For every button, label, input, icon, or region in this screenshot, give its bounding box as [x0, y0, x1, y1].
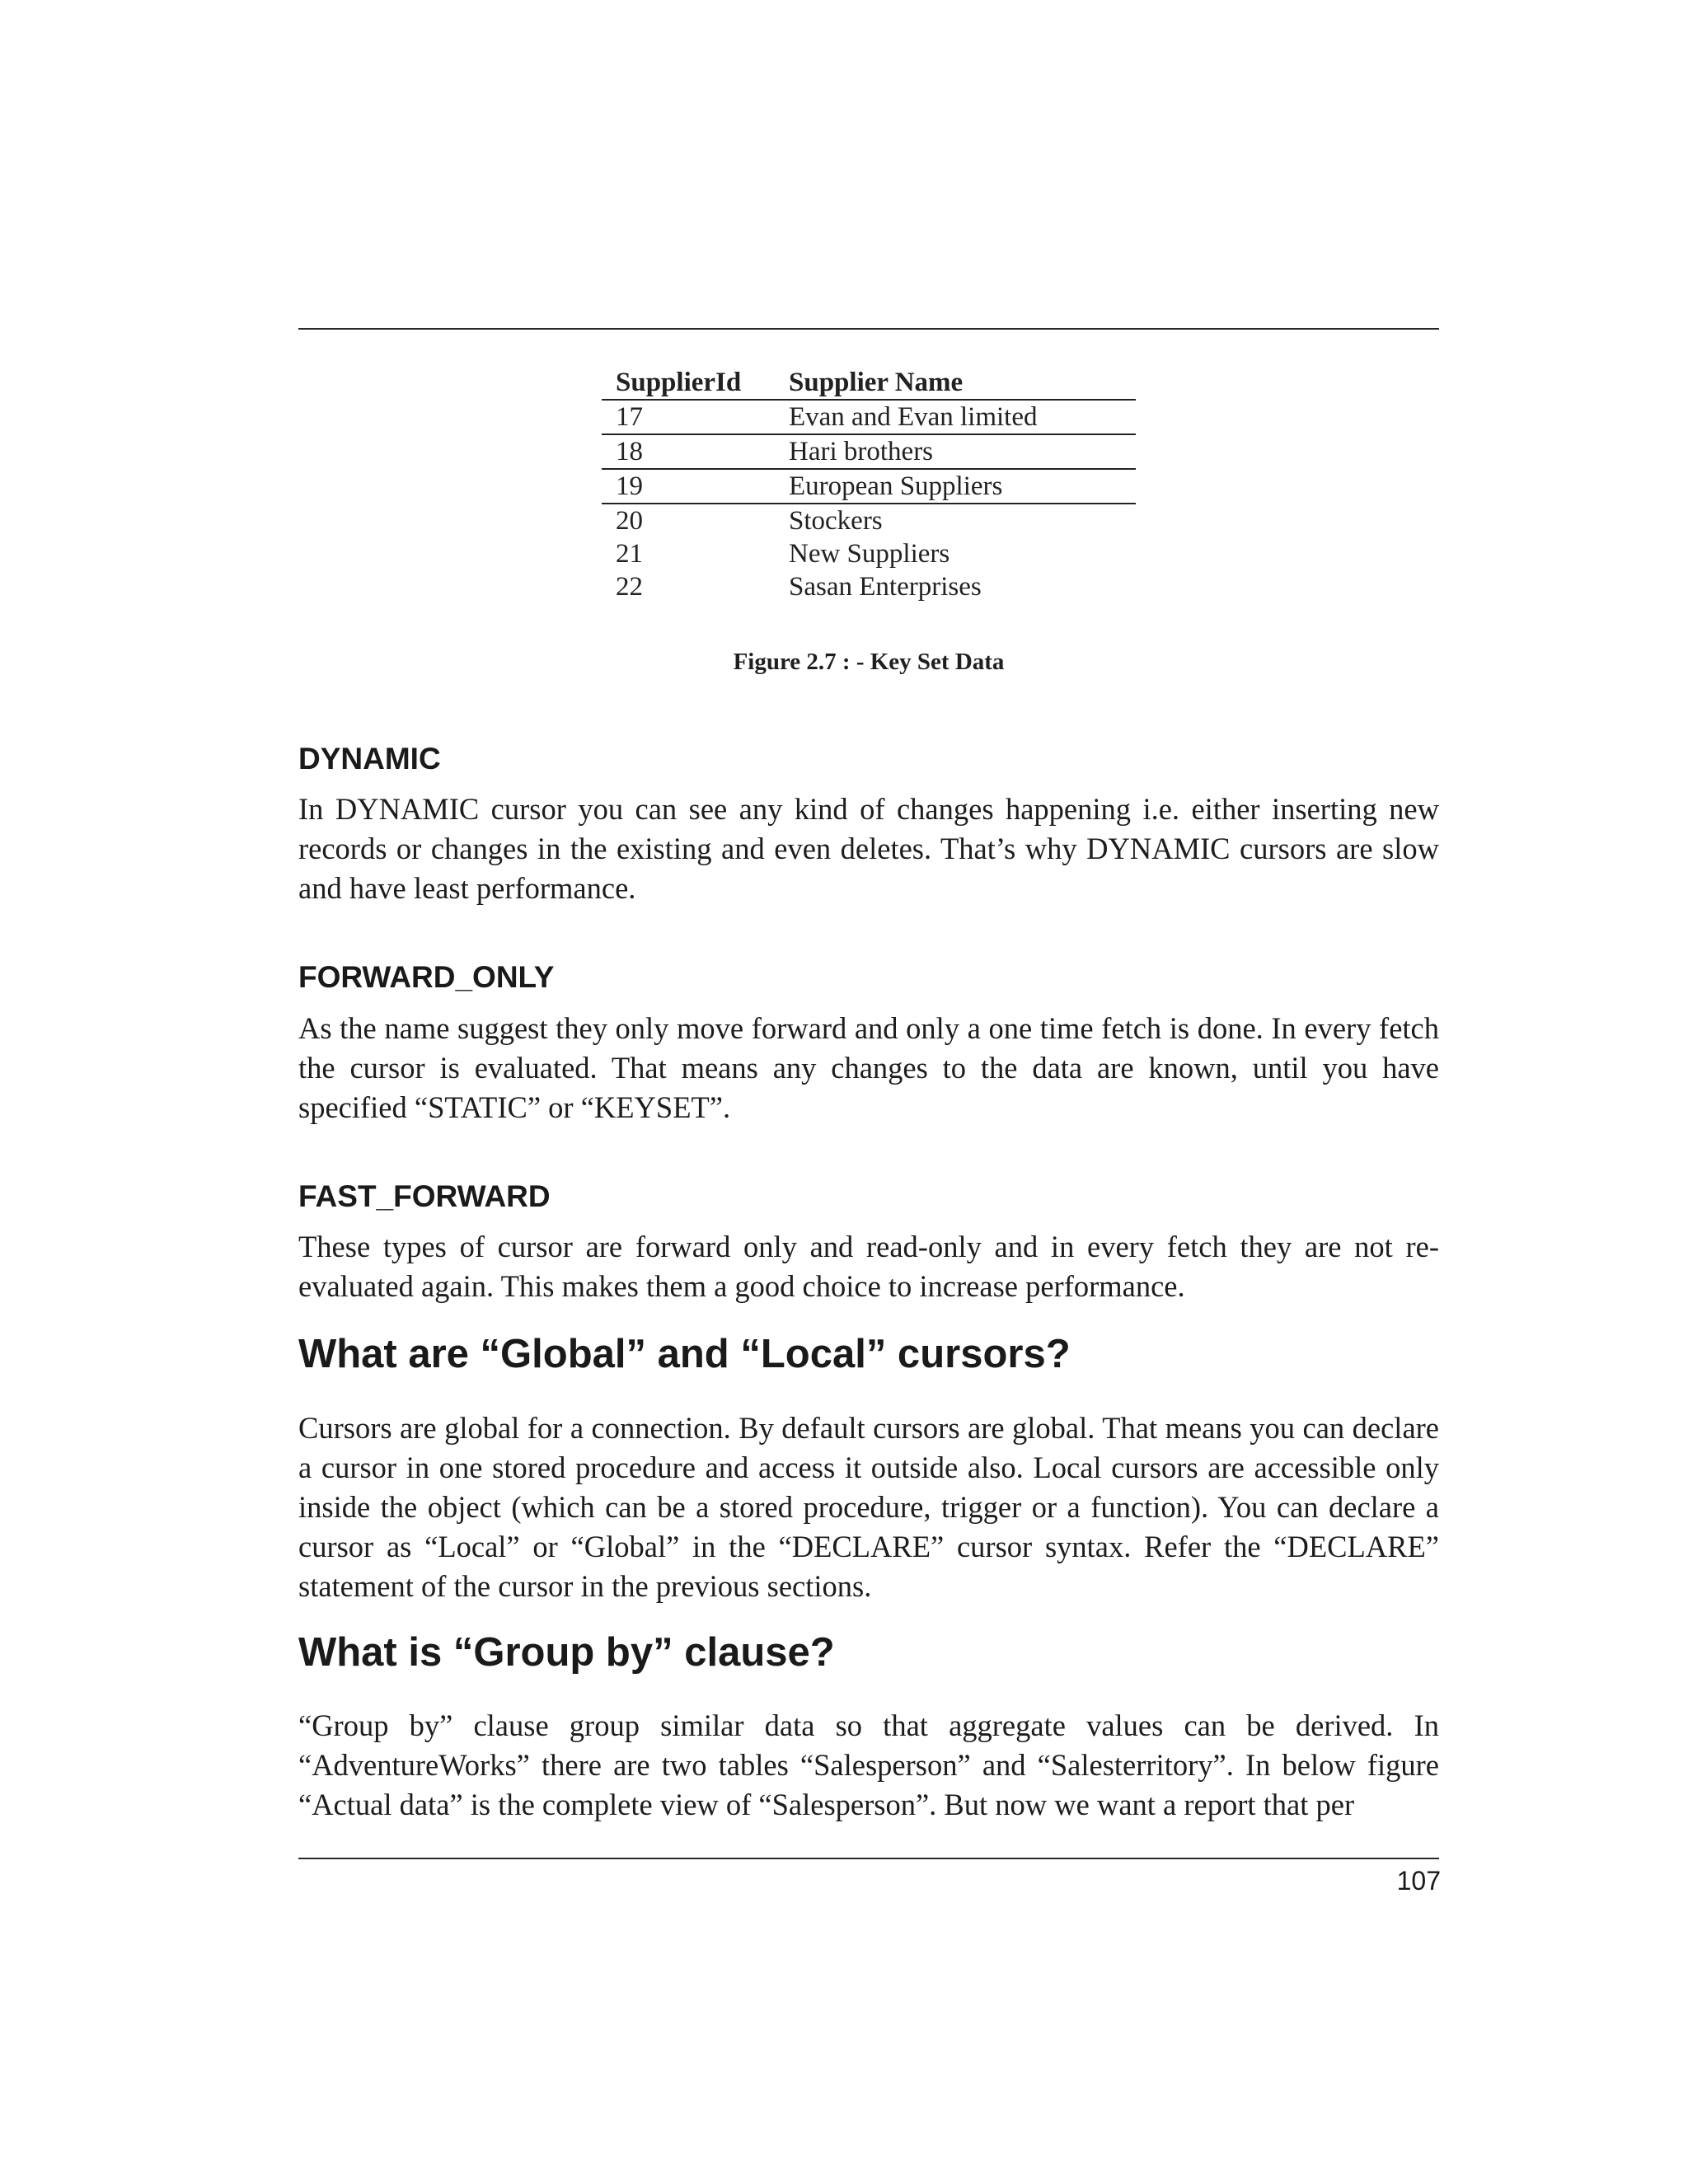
supplier-id-cell: 21: [616, 539, 643, 569]
supplier-name-cell: Hari brothers: [775, 434, 1136, 469]
table-row: [602, 434, 1136, 469]
heading-dynamic: DYNAMIC: [298, 742, 441, 776]
heading-global-local-cursors: What are “Global” and “Local” cursors?: [298, 1332, 1071, 1376]
heading-group-by-clause: What is “Group by” clause?: [298, 1630, 835, 1675]
supplier-name-cell: European Suppliers: [775, 469, 1136, 504]
paragraph-fast-forward: These types of cursor are forward only and read-only and in every fetch they are not re-evaluated again. This makes them a good choice to increase performance.: [298, 1230, 1439, 1303]
table-header-row: [602, 366, 1136, 400]
supplier-id-cell: 20: [616, 506, 643, 536]
supplier-name-cell: Stockers: [789, 506, 883, 536]
table-row: [602, 504, 1136, 537]
page-number: 107: [1396, 1866, 1441, 1896]
table-row: [602, 400, 1136, 434]
supplier-name-cell: Evan and Evan limited: [775, 400, 1136, 434]
paragraph-global-local-cursors: Cursors are global for a connection. By default cursors are global. That means you can declare a cursor in one stored procedure and access it outside also. Local cursors are accessible only inside the object (which can be a stored procedure, trigger or a function). You can declare a cursor as “Local” or “Global” in the “DECLARE” cursor syntax. Refer the “DECLARE” statement of the cursor in the previous sections.: [298, 1411, 1439, 1603]
supplier-id-cell: 17: [602, 400, 775, 434]
paragraph-dynamic: In DYNAMIC cursor you can see any kind of changes happening i.e. either inserting new records or changes in the existing and even deletes. That’s why DYNAMIC cursors are slow and have least performance.: [298, 792, 1439, 905]
supplier-id-cell: 18: [602, 434, 775, 469]
table-row: [602, 537, 1136, 570]
column-header-supplier-id: SupplierId: [602, 366, 775, 400]
supplier-name-cell: New Suppliers: [789, 539, 950, 569]
table-row: [602, 570, 1136, 603]
paragraph-forward-only: As the name suggest they only move forward and only a one time fetch is done. In every fetch the cursor is evaluated. That means any changes to the data are known, until you have specified “STATIC” or “KEYSET”.: [298, 1011, 1439, 1124]
figure-caption: Figure 2.7 : - Key Set Data: [733, 649, 1005, 675]
key-set-data-table: [602, 366, 1136, 603]
supplier-id-cell: 22: [616, 572, 643, 602]
heading-forward-only: FORWARD_ONLY: [298, 960, 555, 994]
supplier-id-cell: 19: [602, 469, 775, 504]
top-rule: [298, 328, 1439, 330]
paragraph-group-by-clause: “Group by” clause group similar data so that aggregate values can be derived. In “AdventureWorks” there are two tables “Salesperson” and “Salesterritory”. In below figure “Actual data” is the complete view of “Salesperson”. But now we want a report that per: [298, 1708, 1439, 1821]
heading-fast-forward: FAST_FORWARD: [298, 1179, 551, 1213]
supplier-name-cell: Sasan Enterprises: [789, 572, 982, 602]
bottom-rule: [298, 1858, 1439, 1859]
column-header-supplier-name: Supplier Name: [775, 366, 1136, 400]
table-row: [602, 469, 1136, 504]
